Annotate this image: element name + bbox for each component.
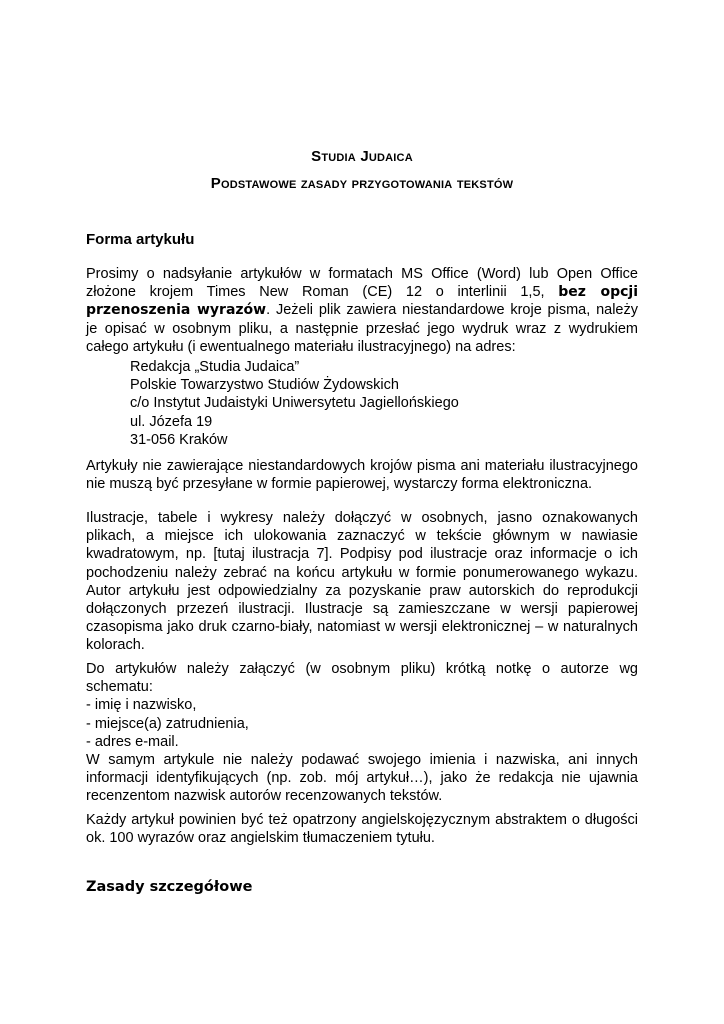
paragraph-line: ok. 100 wyrazów oraz angielskim tłumaczeniem tytułu. bbox=[86, 830, 435, 847]
paragraph-line: czasopisma jako druk czarno-biały, natomiast w wersji elektronicznej – w naturalnych bbox=[86, 619, 638, 636]
section-heading-forma: Forma artykułu bbox=[86, 231, 195, 248]
paragraph-abstract bbox=[86, 811, 638, 847]
paragraph-text: złożone krojem Times New Roman (CE) 12 o interlinii 1,5, bbox=[86, 284, 545, 301]
address-line: c/o Instytut Judaistyki Uniwersytetu Jagiellońskiego bbox=[130, 395, 459, 412]
paragraph-line: Autor artykułu jest odpowiedzialny za pozyskanie praw autorskich do reprodukcji bbox=[86, 582, 638, 599]
document-subtitle: Podstawowe zasady przygotowania tekstów bbox=[210, 175, 514, 192]
address-line: Redakcja „Studia Judaica” bbox=[130, 359, 300, 375]
paragraph-line: kwadratowym, np. [tutaj ilustracja 7]. Podpisy pod ilustracje oraz informacje o ich bbox=[86, 546, 638, 563]
paragraph-line: recenzentom nazwisk autorów recenzowanych tekstów. bbox=[86, 788, 443, 805]
paragraph-line: całego artykułu (i ewentualnego materiału ilustracyjnego) na adres: bbox=[86, 338, 516, 355]
address-line: 31-056 Kraków bbox=[130, 431, 228, 448]
paragraph-illustrations bbox=[86, 509, 638, 655]
paragraph-line: kolorach. bbox=[86, 637, 145, 654]
paragraph-line bbox=[86, 301, 638, 319]
paragraph-line: schematu: bbox=[86, 679, 153, 696]
paragraph-line: Prosimy o nadsyłanie artykułów w formatach MS Office (Word) lub Open Office bbox=[86, 266, 638, 282]
paragraph-line: Artykuły nie zawierające niestandardowych krojów pisma ani materiału ilustracyjnego bbox=[86, 458, 638, 474]
address-line: ul. Józefa 19 bbox=[130, 413, 213, 430]
paragraph-line: Każdy artykuł powinien być też opatrzony angielskojęzycznym abstraktem o długości bbox=[86, 812, 638, 828]
paragraph-line: dołączonych przezeń ilustracji. Ilustracje są zamieszczane w wersji papierowej bbox=[86, 601, 638, 618]
paragraph-line: informacji identyfikujących (np. zob. mój artykuł…), jako że redakcja nie ujawnia bbox=[86, 770, 638, 787]
emphasis-no-hyphenation: bez opcji bbox=[558, 284, 638, 301]
journal-title: Studia Judaica bbox=[311, 148, 413, 165]
emphasis-no-hyphenation-cont: przenoszenia wyrazów bbox=[86, 302, 267, 319]
list-item: - miejsce(a) zatrudnienia, bbox=[86, 715, 249, 732]
paragraph-line: plikach, a miejsce ich ulokowania zaznaczyć w tekście głównym w nawiasie bbox=[86, 528, 638, 545]
paragraph-text: . Jeżeli plik zawiera niestandardowe kroje pisma, należy bbox=[266, 302, 638, 319]
address-line: Polskie Towarzystwo Studiów Żydowskich bbox=[130, 377, 399, 394]
list-item: - adres e-mail. bbox=[86, 733, 179, 750]
paragraph-line: nie muszą być przesyłane w formie papierowej, wystarczy forma elektroniczna. bbox=[86, 476, 593, 493]
postal-address bbox=[130, 358, 459, 449]
paragraph-format-instructions bbox=[86, 265, 638, 356]
paragraph-line: Do artykułów należy załączyć (w osobnym pliku) krótką notkę o autorze wg bbox=[86, 661, 638, 677]
list-item: - imię i nazwisko, bbox=[86, 697, 197, 714]
paragraph-line: W samym artykule nie należy podawać swojego imienia i nazwiska, ani innych bbox=[86, 752, 638, 769]
paragraph-electronic-form bbox=[86, 457, 638, 493]
paragraph-line bbox=[86, 283, 638, 301]
paragraph-line: Ilustracje, tabele i wykresy należy dołączyć w osobnych, jasno oznakowanych bbox=[86, 510, 638, 526]
section-heading-zasady: Zasady szczegółowe bbox=[86, 879, 253, 895]
author-note-list bbox=[86, 696, 638, 751]
paragraph-author-note bbox=[86, 660, 638, 806]
paragraph-line: pochodzeniu należy zebrać na końcu artykułu w formie ponumerowanego wykazu. bbox=[86, 564, 638, 581]
paragraph-line: je opisać w osobnym pliku, a następnie przesłać jego wydruk wraz z wydrukiem bbox=[86, 320, 638, 337]
